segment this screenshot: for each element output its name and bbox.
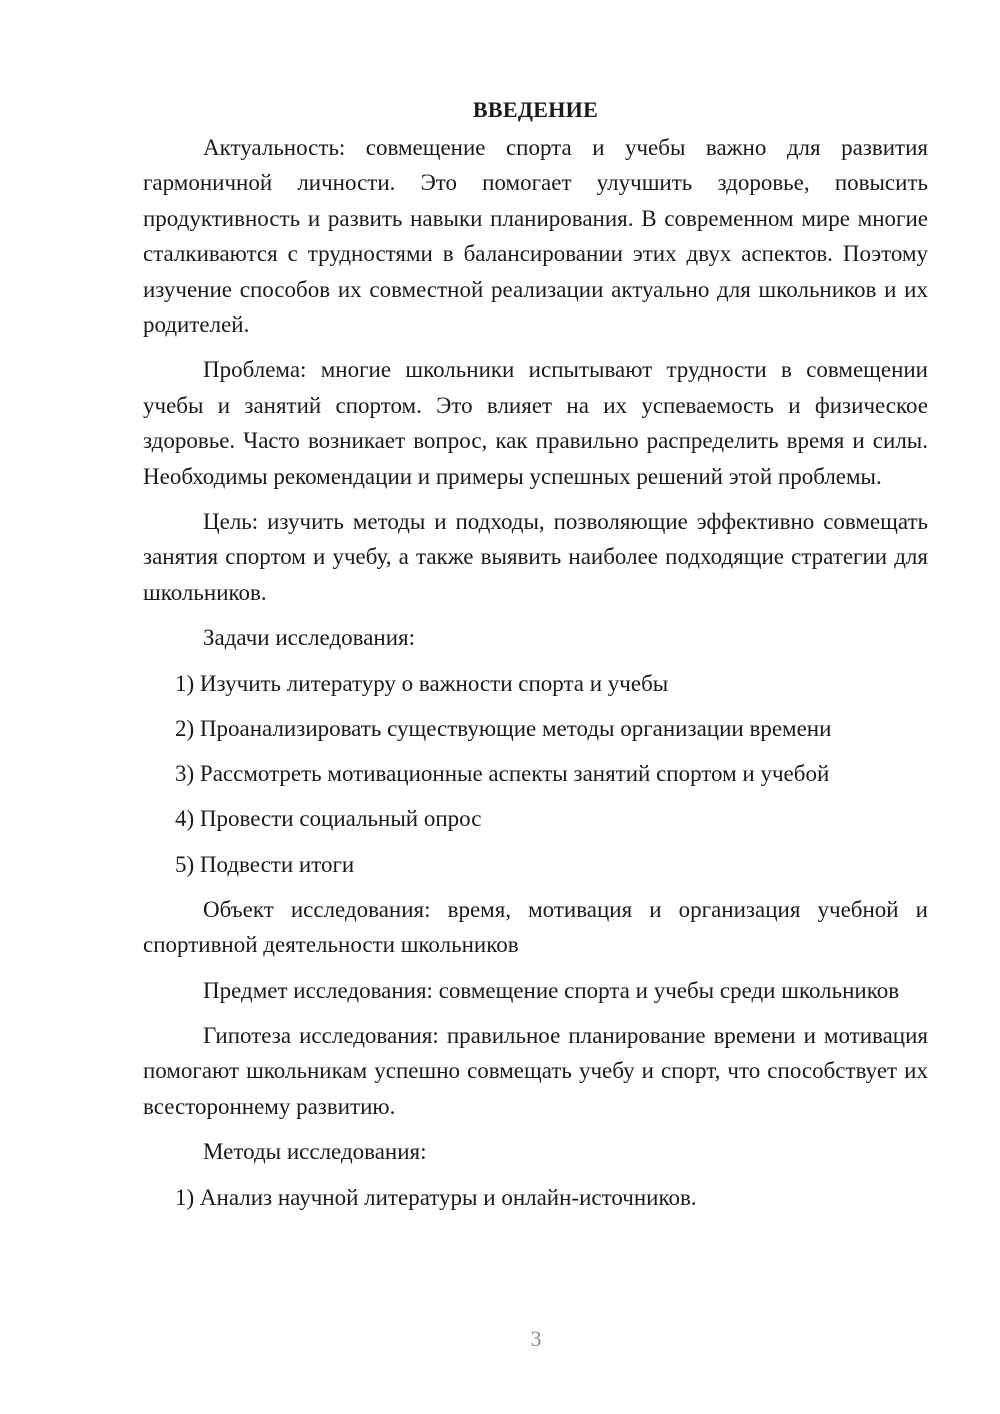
list-item: 3) Рассмотреть мотивационные аспекты занятий спортом и учебой [175,761,830,787]
page-number: 3 [530,1326,542,1351]
document-page [143,92,928,1225]
hypothesis-paragraph: Гипотеза исследования: правильное планирование времени и мотивация помогают школьникам успешно совмещать учебу и спорт, что способствует их всестороннему развитию. [143,1022,928,1119]
list-item: 1) Анализ научной литературы и онлайн-источников. [175,1184,697,1210]
methods-title: Методы исследования: [203,1139,427,1165]
tasks-title: Задачи исследования: [203,625,416,651]
list-item: 2) Проанализировать существующие методы организации времени [175,715,832,741]
problem-paragraph: Проблема: многие школьники испытывают трудности в совмещении учебы и занятий спортом. Это влияет на их успеваемость и физическое здоровье. Часто возникает вопрос, как правильно распределить время и силы. Необходимы рекомендации и примеры успешных решений этой проблемы. [143,357,928,489]
methods-list [143,1180,928,1215]
tasks-list [143,666,928,882]
relevance-paragraph: Актуальность: совмещение спорта и учебы важно для развития гармоничной личности. Это помогает улучшить здоровье, повысить продуктивность и развить навыки планирования. В современном мире многие сталкиваются с трудностями в балансировании этих двух аспектов. Поэтому изучение способов их совместной реализации актуально для школьников и их родителей. [143,135,928,338]
list-item: 5) Подвести итоги [175,851,355,877]
subject-paragraph: Предмет исследования: совмещение спорта и учебы среди школьников [203,977,900,1003]
list-item: 1) Изучить литературу о важности спорта и учебы [175,670,669,696]
object-paragraph: Объект исследования: время, мотивация и организация учебной и спортивной деятельности школьников [143,896,928,958]
page-title: ВВЕДЕНИЕ [472,97,599,122]
goal-paragraph: Цель: изучить методы и подходы, позволяющие эффективно совмещать занятия спортом и учебу, а также выявить наиболее подходящие стратегии для школьников. [143,509,928,605]
list-item: 4) Провести социальный опрос [175,806,482,832]
